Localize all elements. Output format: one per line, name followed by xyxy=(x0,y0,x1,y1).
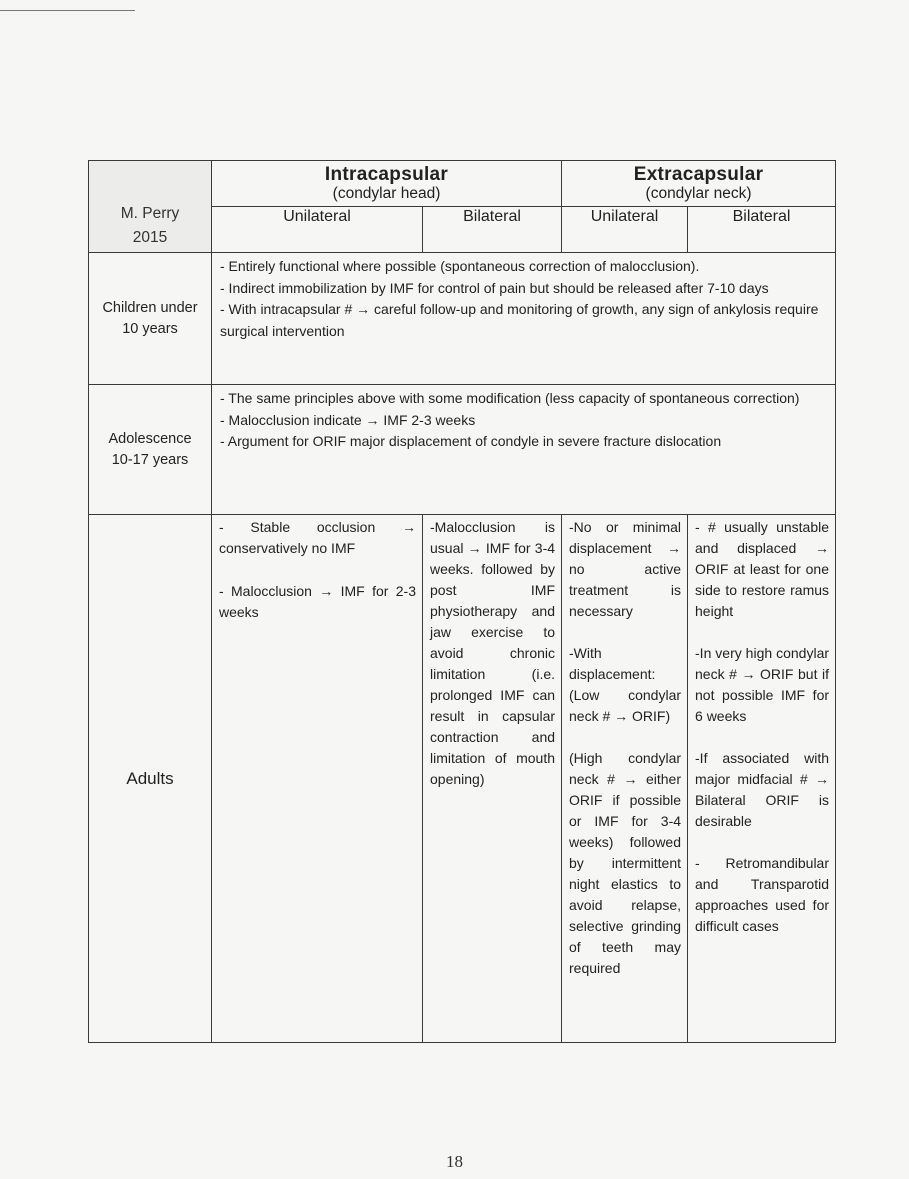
extracapsular-header xyxy=(562,161,836,207)
adults-extra-bi-3: -If associated with major midfacial # → Bilateral ORIF is desirable xyxy=(695,750,830,829)
adolescence-label-line2: 10-17 years xyxy=(111,451,189,468)
children-content xyxy=(212,253,836,385)
adults-row xyxy=(89,515,836,1043)
children-line-3: - With intracapsular # → careful follow-up and monitoring of growth, any sign of ankylosis require surgical intervention xyxy=(220,301,819,339)
adolescence-line-2: - Malocclusion indicate → IMF 2-3 weeks xyxy=(220,411,476,428)
adolescence-line-3: - Argument for ORIF major displacement of condyle in severe fracture dislocation xyxy=(220,433,722,449)
adults-extra-uni-1: -No or minimal displacement → no active treatment is necessary xyxy=(569,519,682,619)
adults-intra-uni-2: - Malocclusion → IMF for 2-3 weeks xyxy=(219,583,416,620)
children-row xyxy=(89,253,836,385)
adults-extra-unilateral xyxy=(562,515,688,1043)
adolescence-content xyxy=(212,385,836,515)
adults-extra-bi-2: -In very high condylar neck # → ORIF but if not possible IMF for 6 weeks xyxy=(695,645,830,724)
adolescence-label xyxy=(89,385,212,515)
extracapsular-subtitle: (condylar neck) xyxy=(645,185,752,202)
adults-extra-bi-1: - # usually unstable and displaced → ORIF at least for one side to restore ramus height xyxy=(695,519,830,619)
year-label: 2015 xyxy=(132,229,168,246)
condylar-fracture-table xyxy=(88,160,836,1043)
adolescence-label-line1: Adolescence xyxy=(108,430,192,447)
adolescence-line-1: - The same principles above with some modification (less capacity of spontaneous correction) xyxy=(220,390,800,406)
author-label: M. Perry xyxy=(120,205,180,222)
page-number: 18 xyxy=(446,1152,463,1171)
children-label-line1: Children under xyxy=(102,299,198,316)
subheader-extra-bilateral: Bilateral xyxy=(688,207,836,253)
adolescence-row xyxy=(89,385,836,515)
intracapsular-title: Intracapsular xyxy=(324,164,449,185)
scan-artifact-line xyxy=(0,10,135,11)
author-cell xyxy=(89,161,212,253)
adults-intra-unilateral xyxy=(212,515,423,1043)
adults-intra-uni-1: - Stable occlusion → conservatively no IMF xyxy=(219,519,416,556)
adults-extra-bi-4: - Retromandibular and Transparotid approaches used for difficult cases xyxy=(695,855,830,934)
children-label xyxy=(89,253,212,385)
children-line-1: - Entirely functional where possible (spontaneous correction of malocclusion). xyxy=(220,258,700,274)
adults-label: Adults xyxy=(89,515,212,1043)
adults-extra-uni-2: -With displacement: (Low condylar neck # → ORIF) xyxy=(569,645,682,724)
adults-extra-bilateral xyxy=(688,515,836,1043)
adults-extra-uni-3: (High condylar neck # → either ORIF if possible or IMF for 3-4 weeks) followed by intermittent night elastics to avoid relapse, selective grinding of teeth may required xyxy=(569,750,682,976)
children-line-2: - Indirect immobilization by IMF for control of pain but should be released after 7-10 days xyxy=(220,279,769,296)
intracapsular-header xyxy=(212,161,562,207)
header-row xyxy=(89,161,836,207)
subheader-extra-unilateral: Unilateral xyxy=(562,207,688,253)
subheader-intra-unilateral: Unilateral xyxy=(212,207,423,253)
extracapsular-title: Extracapsular xyxy=(633,164,764,185)
children-label-line2: 10 years xyxy=(122,320,178,337)
adults-intra-bi-1: -Malocclusion is usual → IMF for 3-4 weeks. followed by post IMF physiotherapy and jaw exercise to avoid chronic limitation (i.e. prolonged IMF can result in capsular contraction and limitation of mouth opening) xyxy=(430,519,556,787)
adults-intra-bilateral xyxy=(423,515,562,1043)
subheader-intra-bilateral: Bilateral xyxy=(423,207,562,253)
intracapsular-subtitle: (condylar head) xyxy=(332,185,441,202)
